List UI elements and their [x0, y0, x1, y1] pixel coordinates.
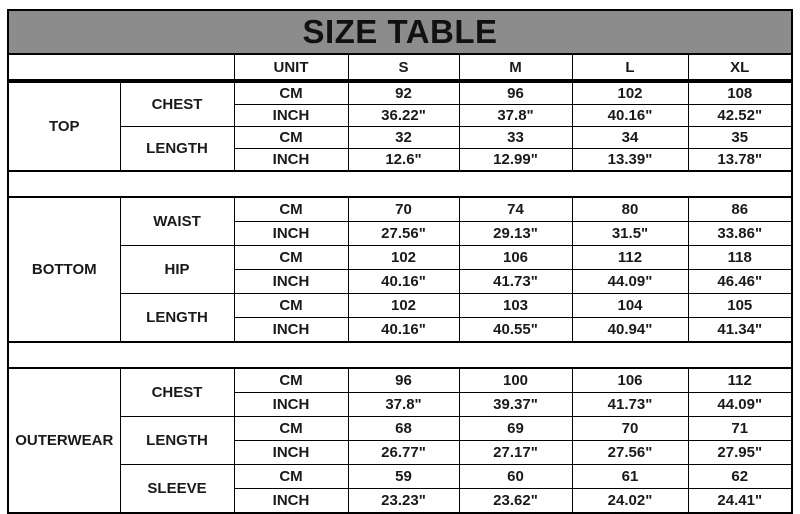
value-cell: 102	[348, 246, 459, 270]
value-cell: 42.52"	[688, 105, 792, 127]
value-cell: 29.13"	[459, 222, 572, 246]
header-size-l: L	[572, 54, 688, 80]
value-cell: 46.46"	[688, 270, 792, 294]
value-cell: 39.37"	[459, 393, 572, 417]
unit-cell: INCH	[234, 318, 348, 343]
size-section-bottom	[7, 196, 793, 343]
unit-cell: INCH	[234, 270, 348, 294]
size-section-outerwear	[7, 367, 793, 514]
value-cell: 106	[572, 368, 688, 393]
value-cell: 41.73"	[572, 393, 688, 417]
value-cell: 70	[572, 417, 688, 441]
value-cell: 70	[348, 197, 459, 222]
value-cell: 61	[572, 465, 688, 489]
value-cell: 59	[348, 465, 459, 489]
measurement-label: WAIST	[120, 197, 234, 246]
value-cell: 12.99"	[459, 149, 572, 172]
value-cell: 69	[459, 417, 572, 441]
header-unit-label: UNIT	[234, 54, 348, 80]
value-cell: 105	[688, 294, 792, 318]
unit-cell: INCH	[234, 489, 348, 514]
measurement-label: LENGTH	[120, 127, 234, 172]
value-cell: 27.56"	[348, 222, 459, 246]
value-cell: 32	[348, 127, 459, 149]
header-size-s: S	[348, 54, 459, 80]
section-label: TOP	[8, 82, 120, 171]
value-cell: 40.55"	[459, 318, 572, 343]
value-cell: 23.23"	[348, 489, 459, 514]
measurement-label: LENGTH	[120, 294, 234, 343]
unit-cell: INCH	[234, 441, 348, 465]
unit-cell: CM	[234, 368, 348, 393]
value-cell: 96	[459, 82, 572, 105]
value-cell: 118	[688, 246, 792, 270]
value-cell: 41.73"	[459, 270, 572, 294]
unit-cell: INCH	[234, 393, 348, 417]
unit-cell: INCH	[234, 149, 348, 172]
value-cell: 92	[348, 82, 459, 105]
unit-cell: CM	[234, 417, 348, 441]
value-cell: 100	[459, 368, 572, 393]
value-cell: 71	[688, 417, 792, 441]
value-cell: 33	[459, 127, 572, 149]
size-sections	[7, 81, 793, 514]
value-cell: 36.22"	[348, 105, 459, 127]
value-cell: 86	[688, 197, 792, 222]
value-cell: 13.39"	[572, 149, 688, 172]
value-cell: 27.56"	[572, 441, 688, 465]
measurement-label: CHEST	[120, 368, 234, 417]
unit-cell: CM	[234, 294, 348, 318]
unit-cell: CM	[234, 127, 348, 149]
value-cell: 106	[459, 246, 572, 270]
section-label: BOTTOM	[8, 197, 120, 342]
measurement-label: SLEEVE	[120, 465, 234, 514]
value-cell: 112	[688, 368, 792, 393]
unit-cell: CM	[234, 465, 348, 489]
value-cell: 23.62"	[459, 489, 572, 514]
unit-cell: CM	[234, 246, 348, 270]
value-cell: 40.16"	[348, 318, 459, 343]
value-cell: 41.34"	[688, 318, 792, 343]
value-cell: 96	[348, 368, 459, 393]
value-cell: 102	[572, 82, 688, 105]
value-cell: 31.5"	[572, 222, 688, 246]
value-cell: 108	[688, 82, 792, 105]
measurement-label: LENGTH	[120, 417, 234, 465]
measurement-label: HIP	[120, 246, 234, 294]
value-cell: 68	[348, 417, 459, 441]
value-cell: 80	[572, 197, 688, 222]
size-section-top	[7, 81, 793, 172]
value-cell: 27.17"	[459, 441, 572, 465]
value-cell: 34	[572, 127, 688, 149]
value-cell: 35	[688, 127, 792, 149]
size-table-title: SIZE TABLE	[7, 9, 793, 53]
value-cell: 103	[459, 294, 572, 318]
value-cell: 13.78"	[688, 149, 792, 172]
value-cell: 26.77"	[348, 441, 459, 465]
unit-cell: INCH	[234, 222, 348, 246]
value-cell: 33.86"	[688, 222, 792, 246]
unit-cell: CM	[234, 82, 348, 105]
size-header-row	[7, 53, 793, 81]
section-gap	[7, 343, 793, 367]
section-label: OUTERWEAR	[8, 368, 120, 513]
value-cell: 104	[572, 294, 688, 318]
value-cell: 40.16"	[572, 105, 688, 127]
measurement-label: CHEST	[120, 82, 234, 127]
header-blank-cell	[8, 54, 234, 80]
value-cell: 74	[459, 197, 572, 222]
header-size-xl: XL	[688, 54, 792, 80]
value-cell: 40.94"	[572, 318, 688, 343]
value-cell: 62	[688, 465, 792, 489]
value-cell: 12.6"	[348, 149, 459, 172]
value-cell: 44.09"	[688, 393, 792, 417]
section-gap	[7, 172, 793, 196]
value-cell: 37.8"	[459, 105, 572, 127]
unit-cell: CM	[234, 197, 348, 222]
value-cell: 27.95"	[688, 441, 792, 465]
value-cell: 37.8"	[348, 393, 459, 417]
value-cell: 60	[459, 465, 572, 489]
header-size-m: M	[459, 54, 572, 80]
value-cell: 40.16"	[348, 270, 459, 294]
value-cell: 112	[572, 246, 688, 270]
value-cell: 24.41"	[688, 489, 792, 514]
value-cell: 24.02"	[572, 489, 688, 514]
unit-cell: INCH	[234, 105, 348, 127]
value-cell: 102	[348, 294, 459, 318]
value-cell: 44.09"	[572, 270, 688, 294]
